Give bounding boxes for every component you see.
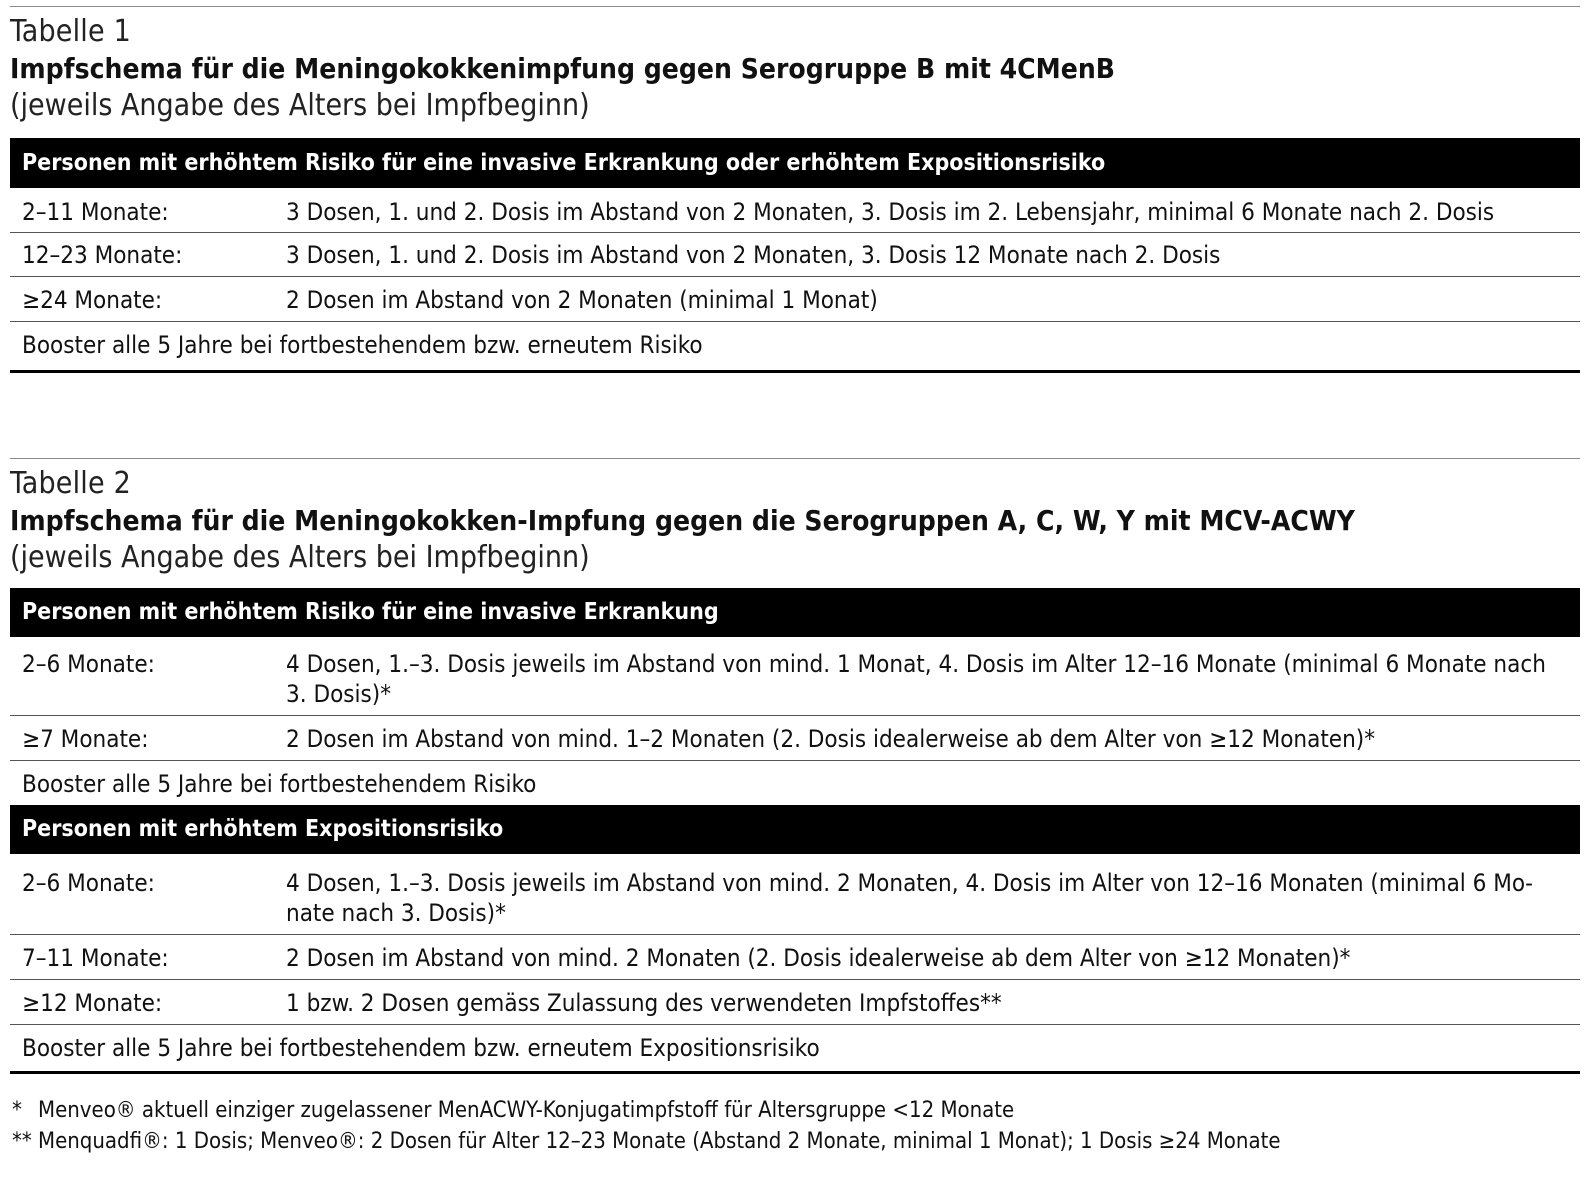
mid-rule [10, 458, 1580, 459]
row-text: 3 Dosen, 1. und 2. Dosis im Abstand von 2 Monaten, 3. Dosis 12 Monate nach 2. Dosis [286, 241, 1221, 269]
table-row [10, 276, 1580, 321]
row-text: 4 Dosen, 1.–3. Dosis jeweils im Abstand von mind. 2 Monaten, 4. Dosis im Alter von 12–16 Monaten (minimal 6 Monate nach 3. Dosis)* [286, 869, 1533, 927]
footnote-1-text: Menveo® aktuell einziger zugelassener MenACWY-Konjugatimpfstoff für Altersgruppe <12 Monate [38, 1098, 1015, 1123]
booster-text: Booster alle 5 Jahre bei fortbestehendem bzw. erneutem Risiko [22, 331, 703, 359]
booster-row [10, 1024, 1580, 1071]
top-rule [10, 6, 1580, 7]
row-text: 2 Dosen im Abstand von mind. 2 Monaten (2. Dosis idealerweise ab dem Alter von ≥12 Monaten)* [286, 944, 1351, 972]
table-2-label: Tabelle 2 [10, 466, 131, 501]
table-1-header: Personen mit erhöhtem Risiko für eine invasive Erkrankung oder erhöhtem Expositionsrisiko [10, 138, 1580, 188]
table-row [10, 232, 1580, 276]
footnote-2-mark: ** [12, 1129, 32, 1154]
booster-row [10, 760, 1580, 805]
footnote-1-mark: * [12, 1098, 22, 1123]
table-2-title: Impfschema für die Meningokokken-Impfung gegen die Serogruppen A, C, W, Y mit MCV-ACWY [10, 504, 1355, 537]
footnote-1 [12, 1096, 1014, 1126]
table-2-section-1-header: Personen mit erhöhtem Risiko für eine invasive Erkrankung [10, 588, 1580, 637]
table-row [10, 979, 1580, 1024]
table-1-end-rule [10, 370, 1580, 373]
table-2-subtitle: (jeweils Angabe des Alters bei Impfbeginn) [10, 540, 590, 575]
table-row [10, 854, 1580, 934]
table-row [10, 934, 1580, 979]
booster-text: Booster alle 5 Jahre bei fortbestehendem Risiko [22, 770, 537, 798]
booster-text: Booster alle 5 Jahre bei fortbestehendem bzw. erneutem Expositionsrisiko [22, 1034, 820, 1062]
row-age: 2–6 Monate: [22, 869, 155, 897]
table-2 [10, 466, 1580, 1074]
row-age: 2–11 Monate: [22, 198, 169, 226]
footnote-2 [12, 1127, 1281, 1157]
table-1-label: Tabelle 1 [10, 14, 131, 49]
table-1-title: Impfschema für die Meningokokkenimpfung gegen Serogruppe B mit 4CMenB [10, 52, 1115, 85]
row-age: 2–6 Monate: [22, 650, 155, 678]
row-text: 3 Dosen, 1. und 2. Dosis im Abstand von 2 Monaten, 3. Dosis im 2. Lebensjahr, minimal 6 Monate nach 2. Dosis [286, 198, 1495, 226]
footnote-2-text: Menquadfi®: 1 Dosis; Menveo®: 2 Dosen für Alter 12–23 Monate (Abstand 2 Monate, minimal 1 Monat); 1 Dosis ≥24 Monate [38, 1129, 1281, 1154]
table-row [10, 715, 1580, 760]
row-age: ≥12 Monate: [22, 989, 163, 1017]
row-text: 1 bzw. 2 Dosen gemäss Zulassung des verwendeten Impfstoffes** [286, 989, 1002, 1017]
row-age: 12–23 Monate: [22, 241, 183, 269]
row-age: 7–11 Monate: [22, 944, 169, 972]
table-2-section-2-header: Personen mit erhöhtem Expositionsrisiko [10, 805, 1580, 854]
table-row [10, 188, 1580, 232]
booster-row [10, 321, 1580, 370]
row-age: ≥24 Monate: [22, 286, 163, 314]
table-1 [10, 14, 1580, 373]
row-age: ≥7 Monate: [22, 725, 149, 753]
row-text: 2 Dosen im Abstand von 2 Monaten (minimal 1 Monat) [286, 286, 878, 314]
table-row [10, 637, 1580, 715]
row-text: 4 Dosen, 1.–3. Dosis jeweils im Abstand von mind. 1 Monat, 4. Dosis im Alter 12–16 Monate (minimal 6 Monate nach 3. Dosis)* [286, 650, 1546, 708]
table-2-end-rule [10, 1071, 1580, 1074]
row-text: 2 Dosen im Abstand von mind. 1–2 Monaten (2. Dosis idealerweise ab dem Alter von ≥12 Monaten)* [286, 725, 1375, 753]
table-1-subtitle: (jeweils Angabe des Alters bei Impfbeginn) [10, 88, 590, 123]
